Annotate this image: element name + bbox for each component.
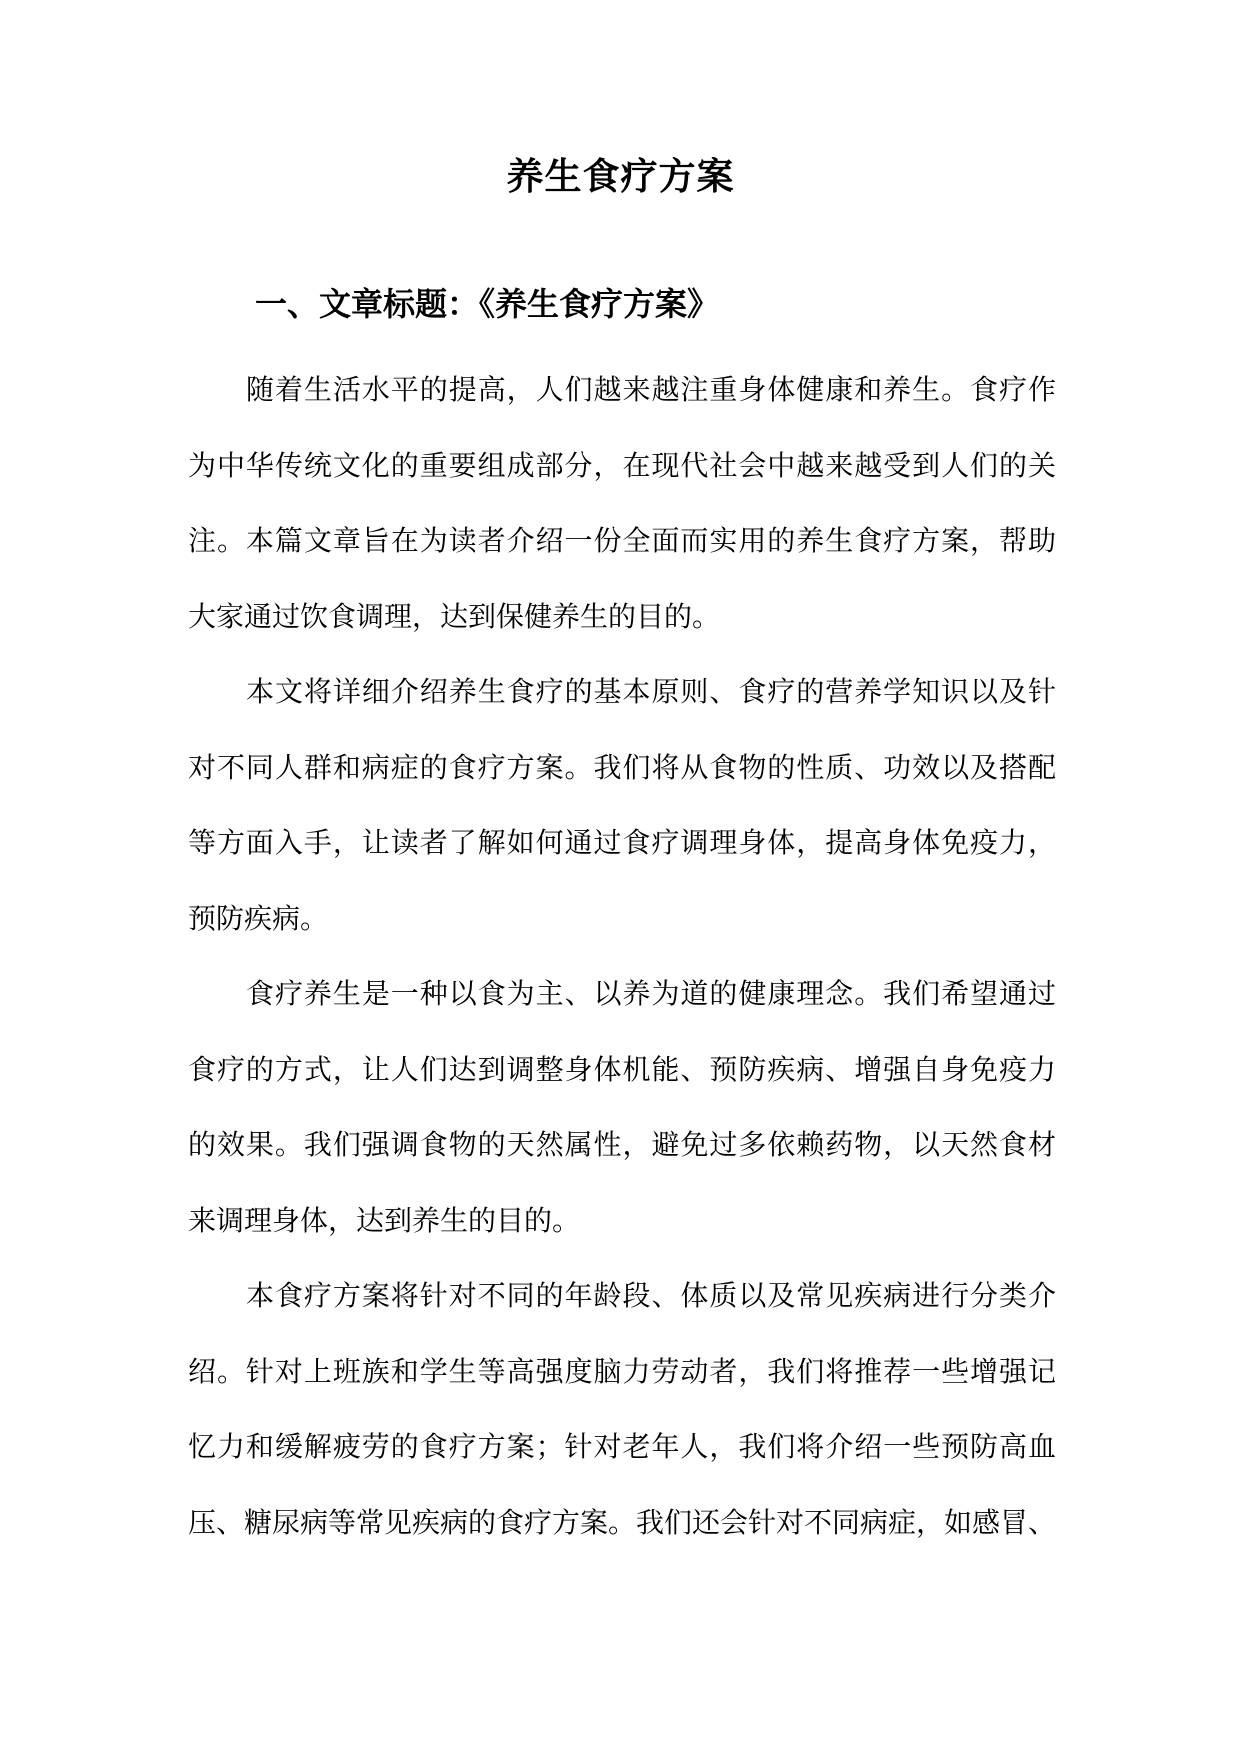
- text-line: 等方面入手，让读者了解如何通过食疗调理身体，提高身体免疫力，: [188, 826, 1056, 859]
- text-line: 随着生活水平的提高，人们越来越注重身体健康和养生。食疗作: [246, 373, 1056, 406]
- document-body: [188, 352, 1056, 1560]
- text-line: 预防疾病。: [188, 901, 329, 935]
- text-line: 食疗的方式，让人们达到调整身体机能、预防疾病、增强自身免疫力: [188, 1052, 1056, 1086]
- text-line: 忆力和缓解疲劳的食疗方案；针对老年人，我们将介绍一些预防高血: [188, 1430, 1056, 1463]
- document-title: 养生食疗方案: [506, 154, 735, 198]
- paragraph-1: [188, 352, 1056, 654]
- paragraph-2: [188, 654, 1056, 956]
- text-line: 食疗养生是一种以食为主、以养为道的健康理念。我们希望通过: [246, 977, 1056, 1010]
- text-line: 来调理身体，达到养生的目的。: [188, 1203, 581, 1237]
- text-line: 压、糖尿病等常见疾病的食疗方案。我们还会针对不同病症，如感冒、: [188, 1505, 1056, 1539]
- paragraph-4: [188, 1258, 1056, 1560]
- text-line: 绍。针对上班族和学生等高强度脑力劳动者，我们将推荐一些增强记: [188, 1354, 1056, 1388]
- text-line: 本食疗方案将针对不同的年龄段、体质以及常见疾病进行分类介: [246, 1279, 1056, 1312]
- text-line: 大家通过饮食调理，达到保健养生的目的。: [188, 599, 721, 633]
- text-line: 本文将详细介绍养生食疗的基本原则、食疗的营养学知识以及针: [246, 675, 1056, 708]
- section-heading: 一、文章标题：《养生食疗方案》: [255, 285, 720, 323]
- text-line: 对不同人群和病症的食疗方案。我们将从食物的性质、功效以及搭配: [188, 750, 1056, 784]
- text-line: 注。本篇文章旨在为读者介绍一份全面而实用的养生食疗方案，帮助: [188, 524, 1056, 557]
- text-line: 的效果。我们强调食物的天然属性，避免过多依赖药物，以天然食材: [188, 1128, 1056, 1161]
- paragraph-3: [188, 956, 1056, 1258]
- text-line: 为中华传统文化的重要组成部分，在现代社会中越来越受到人们的关: [188, 448, 1056, 482]
